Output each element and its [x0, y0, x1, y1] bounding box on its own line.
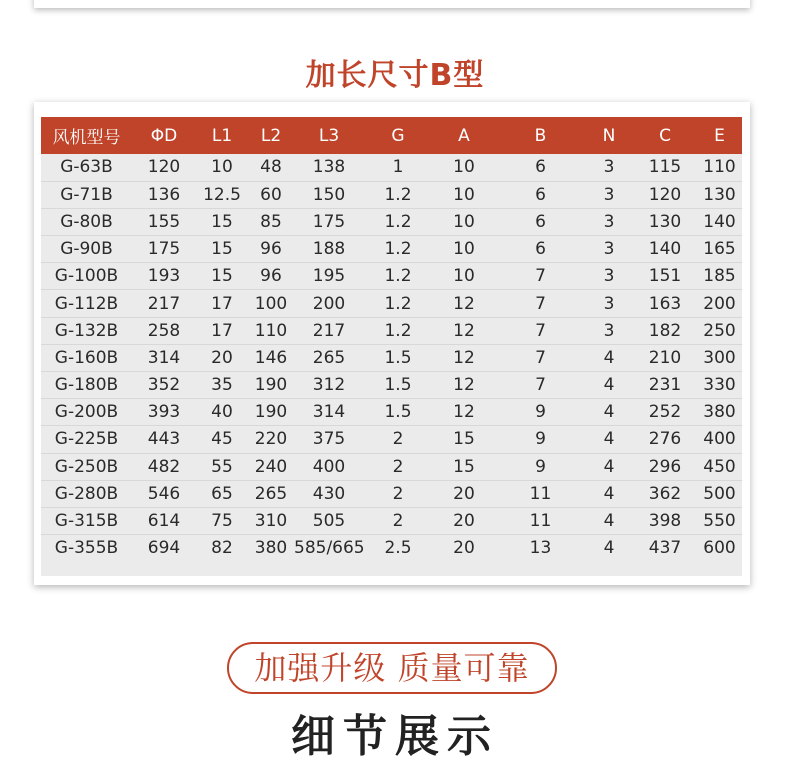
table-cell: 190 [248, 399, 294, 426]
table-cell: 7 [496, 317, 585, 344]
table-cell: 217 [294, 317, 364, 344]
table-row [41, 236, 742, 263]
model-cell: G-250B [41, 453, 132, 480]
table-cell: 185 [697, 263, 742, 290]
table-cell: 398 [633, 507, 697, 534]
quality-badge: 加强升级 质量可靠 [227, 642, 557, 694]
table-cell: 136 [132, 181, 196, 208]
table-cell: 258 [132, 317, 196, 344]
column-header: L3 [318, 125, 340, 146]
table-cell: 252 [633, 399, 697, 426]
table-cell: 155 [132, 208, 196, 235]
table-row [41, 154, 742, 181]
table-cell: 314 [132, 344, 196, 371]
table-cell: 1.2 [364, 290, 432, 317]
table-cell: 140 [633, 236, 697, 263]
model-cell: G-160B [41, 344, 132, 371]
table-cell: 15 [196, 263, 248, 290]
table-cell: 314 [294, 399, 364, 426]
table-cell: 10 [196, 154, 248, 181]
table-cell: 3 [585, 317, 633, 344]
table-cell: 2 [364, 480, 432, 507]
table-cell: 175 [294, 208, 364, 235]
table-cell: 220 [248, 426, 294, 453]
table-cell: 10 [432, 263, 496, 290]
table-cell: 200 [697, 290, 742, 317]
table-cell: 380 [697, 399, 742, 426]
table-cell: 138 [294, 154, 364, 181]
table-row [41, 181, 742, 208]
model-cell: G-225B [41, 426, 132, 453]
table-cell: 2 [364, 426, 432, 453]
table-cell: 165 [697, 236, 742, 263]
table-cell: 2.5 [384, 538, 412, 559]
table-cell: 140 [697, 208, 742, 235]
table-cell: 265 [294, 344, 364, 371]
table-cell: 2 [364, 453, 432, 480]
table-cell: 250 [697, 317, 742, 344]
table-cell: 400 [697, 426, 742, 453]
table-cell: 482 [132, 453, 196, 480]
table-cell: 20 [432, 480, 496, 507]
table-cell: 85 [248, 208, 294, 235]
table-cell: 200 [294, 290, 364, 317]
table-cell: 505 [294, 507, 364, 534]
next-section-title: 细节展示 [291, 711, 499, 762]
table-row [41, 480, 742, 507]
table-cell: 130 [633, 208, 697, 235]
table-cell: 4 [585, 344, 633, 371]
model-cell: G-315B [41, 507, 132, 534]
table-cell: 1.2 [364, 317, 432, 344]
table-cell: 1.5 [364, 344, 432, 371]
table-cell: 130 [697, 181, 742, 208]
table-cell: 7 [496, 344, 585, 371]
table-cell: 12 [432, 317, 496, 344]
table-row [41, 507, 742, 534]
table-cell: 7 [496, 290, 585, 317]
table-row [41, 426, 742, 453]
table-cell: 65 [196, 480, 248, 507]
table-cell: 110 [248, 317, 294, 344]
model-cell: G-71B [41, 181, 132, 208]
table-cell: 48 [248, 154, 294, 181]
table-cell: 12 [432, 290, 496, 317]
table-cell: 3 [585, 208, 633, 235]
table-cell: 3 [585, 290, 633, 317]
column-header: L1 [211, 125, 233, 146]
table-cell: 4 [585, 426, 633, 453]
table-cell: 614 [132, 507, 196, 534]
table-cell: 20 [453, 538, 475, 559]
table-cell: 550 [697, 507, 742, 534]
table-cell: 3 [585, 236, 633, 263]
table-cell: 40 [196, 399, 248, 426]
table-cell: 188 [294, 236, 364, 263]
table-cell: 1.2 [364, 263, 432, 290]
table-cell: 1 [364, 154, 432, 181]
table-row [41, 344, 742, 371]
column-header: B [534, 125, 547, 146]
table-cell: 96 [248, 263, 294, 290]
table-row [41, 208, 742, 235]
model-cell: G-355B [54, 538, 119, 559]
table-cell: 3 [585, 181, 633, 208]
table-cell: 7 [496, 372, 585, 399]
model-cell: G-180B [41, 372, 132, 399]
table-cell: 276 [633, 426, 697, 453]
table-cell: 17 [196, 290, 248, 317]
table-cell: 10 [432, 154, 496, 181]
table-cell: 3 [585, 154, 633, 181]
table-cell: 12 [432, 399, 496, 426]
table-cell: 20 [196, 344, 248, 371]
table-cell: 151 [633, 263, 697, 290]
column-header: 风机型号 [52, 128, 121, 148]
table-cell: 312 [294, 372, 364, 399]
table-cell: 300 [697, 344, 742, 371]
table-cell: 393 [132, 399, 196, 426]
table-row [41, 453, 742, 480]
table-cell: 4 [585, 453, 633, 480]
table-cell: 500 [697, 480, 742, 507]
table-cell: 195 [294, 263, 364, 290]
table-cell: 100 [248, 290, 294, 317]
model-cell: G-280B [41, 480, 132, 507]
table-cell: 1.5 [364, 372, 432, 399]
table-cell: 4 [585, 372, 633, 399]
model-cell: G-132B [41, 317, 132, 344]
table-cell: 4 [585, 507, 633, 534]
table-cell: 4 [585, 399, 633, 426]
table-cell: 9 [496, 453, 585, 480]
table-cell: 1.2 [364, 181, 432, 208]
table-cell: 163 [633, 290, 697, 317]
table-cell: 4 [585, 480, 633, 507]
table-cell: 13 [529, 538, 552, 559]
table-cell: 12.5 [196, 181, 248, 208]
table-cell: 362 [633, 480, 697, 507]
table-cell: 585/665 [294, 538, 365, 559]
table-cell: 175 [132, 236, 196, 263]
table-cell: 17 [196, 317, 248, 344]
table-cell: 375 [294, 426, 364, 453]
table-cell: 193 [132, 263, 196, 290]
model-cell: G-80B [41, 208, 132, 235]
table-cell: 7 [496, 263, 585, 290]
table-cell: 12 [432, 344, 496, 371]
column-header: N [602, 125, 616, 146]
table-cell: 9 [496, 399, 585, 426]
dimension-table-card [34, 102, 750, 585]
table-cell: 450 [697, 453, 742, 480]
table-cell: 3 [585, 263, 633, 290]
table-cell: 15 [196, 236, 248, 263]
table-cell: 6 [496, 208, 585, 235]
table-cell: 10 [432, 208, 496, 235]
model-cell: G-63B [41, 154, 132, 181]
table-cell: 12 [432, 372, 496, 399]
column-header: L2 [260, 125, 282, 146]
table-cell: 6 [496, 236, 585, 263]
section-title: 加长尺寸B型 [305, 58, 485, 93]
table-background [41, 117, 742, 576]
table-cell: 60 [248, 181, 294, 208]
column-header: C [659, 125, 671, 146]
table-cell: 1.5 [364, 399, 432, 426]
table-cell: 150 [294, 181, 364, 208]
table-cell: 11 [496, 507, 585, 534]
table-cell: 6 [496, 181, 585, 208]
model-cell: G-90B [41, 236, 132, 263]
table-cell: 2 [364, 507, 432, 534]
model-cell: G-112B [41, 290, 132, 317]
column-header: A [458, 125, 470, 146]
table-row [41, 372, 742, 399]
table-cell: 380 [254, 538, 288, 559]
table-cell: 146 [248, 344, 294, 371]
table-row [41, 290, 742, 317]
table-cell: 296 [633, 453, 697, 480]
table-row [41, 399, 742, 426]
table-row [41, 535, 742, 562]
table-cell: 352 [132, 372, 196, 399]
model-cell: G-200B [41, 399, 132, 426]
table-cell: 443 [132, 426, 196, 453]
table-cell: 120 [633, 181, 697, 208]
dimension-table [41, 117, 742, 562]
table-cell: 15 [432, 426, 496, 453]
table-cell: 310 [248, 507, 294, 534]
table-cell: 35 [196, 372, 248, 399]
table-cell: 45 [196, 426, 248, 453]
table-cell: 9 [496, 426, 585, 453]
column-header: G [391, 125, 405, 146]
table-cell: 115 [633, 154, 697, 181]
table-cell: 694 [147, 538, 181, 559]
column-header: E [714, 125, 725, 146]
table-cell: 11 [496, 480, 585, 507]
table-cell: 15 [432, 453, 496, 480]
table-cell: 1.2 [364, 236, 432, 263]
table-cell: 96 [248, 236, 294, 263]
table-cell: 110 [697, 154, 742, 181]
table-cell: 10 [432, 236, 496, 263]
table-cell: 1.2 [364, 208, 432, 235]
table-cell: 600 [703, 538, 736, 559]
table-body [41, 154, 742, 562]
table-cell: 217 [132, 290, 196, 317]
table-cell: 265 [248, 480, 294, 507]
previous-table-card [34, 0, 750, 8]
table-cell: 330 [697, 372, 742, 399]
table-cell: 430 [294, 480, 364, 507]
table-cell: 231 [633, 372, 697, 399]
table-cell: 190 [248, 372, 294, 399]
table-cell: 82 [211, 538, 233, 559]
table-row [41, 317, 742, 344]
table-cell: 546 [132, 480, 196, 507]
table-cell: 20 [432, 507, 496, 534]
table-cell: 120 [132, 154, 196, 181]
table-row [41, 263, 742, 290]
table-cell: 182 [633, 317, 697, 344]
table-cell: 15 [196, 208, 248, 235]
table-cell: 75 [196, 507, 248, 534]
table-cell: 400 [294, 453, 364, 480]
table-cell: 6 [496, 154, 585, 181]
model-cell: G-100B [41, 263, 132, 290]
table-cell: 55 [196, 453, 248, 480]
table-cell: 210 [633, 344, 697, 371]
table-cell: 10 [432, 181, 496, 208]
table-cell: 437 [648, 538, 682, 559]
table-header-row [41, 117, 742, 154]
table-cell: 4 [603, 538, 615, 559]
column-header: ΦD [150, 125, 178, 146]
table-cell: 240 [248, 453, 294, 480]
